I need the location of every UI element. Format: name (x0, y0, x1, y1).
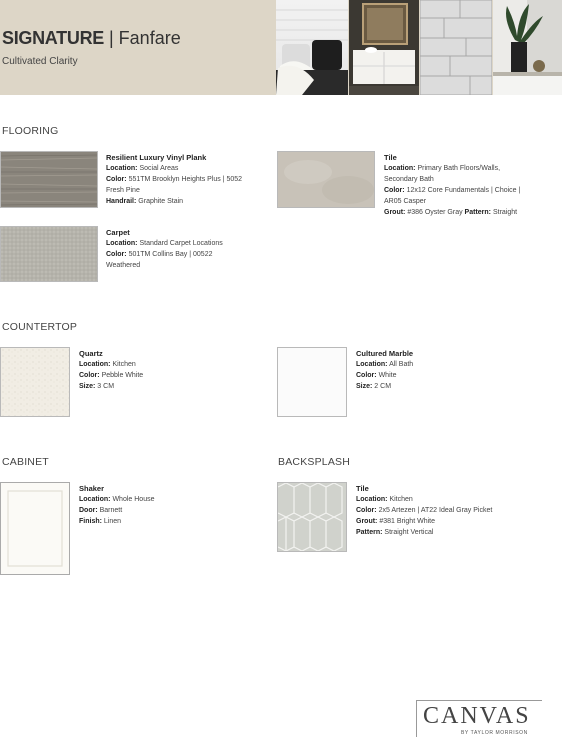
backsplash-tile-info (356, 483, 492, 538)
marble-size: Size: 2 CM (356, 383, 392, 390)
floor-tile-color: Color: 12x12 Core Fundamentals | Choice | (384, 187, 521, 194)
shaker-name: Shaker (79, 484, 105, 493)
vinyl-plank-color: Color: 551TM Brooklyn Heights Plus | 5052 (106, 176, 243, 183)
quartz-info (79, 348, 143, 392)
canvas-logo (416, 700, 542, 737)
shaker-info (79, 483, 154, 527)
floor-tile-swatch (277, 151, 375, 208)
vinyl-plank-swatch (0, 151, 98, 208)
shaker-door: Door: Barnett (79, 507, 123, 514)
floor-tile-info (384, 152, 520, 218)
title-separator: | (103, 28, 119, 48)
shaker-finish: Finish: Linen (79, 518, 122, 525)
vinyl-plank-location: Location: Social Areas (106, 165, 179, 172)
living-room-photo (276, 0, 348, 95)
backsplash-tile-swatch (277, 482, 347, 552)
quartz-swatch (0, 347, 70, 417)
quartz-color: Color: Pebble White (79, 372, 144, 379)
floor-tile-location-cont: Secondary Bath (384, 176, 434, 183)
backsplash-tile-grout: Grout: #381 Bright White (356, 518, 435, 525)
backsplash-tile-location: Location: Kitchen (356, 496, 413, 503)
header-banner (0, 0, 562, 95)
stone-wall-photo (420, 0, 492, 95)
canvas-logo-byline: BY TAYLOR MORRISON (461, 730, 528, 736)
marble-info (356, 348, 413, 392)
page-title (2, 28, 181, 49)
carpet-color: Color: 501TM Collins Bay | 00522 (106, 251, 213, 258)
collection-name: Fanfare (118, 28, 181, 48)
floor-tile-color-cont: AR05 Casper (384, 198, 427, 205)
vinyl-plank-handrail: Handrail: Graphite Stain (106, 198, 184, 205)
marble-swatch (277, 347, 347, 417)
marble-color: Color: White (356, 372, 397, 379)
quartz-name: Quartz (79, 349, 103, 358)
marble-name: Cultured Marble (356, 349, 414, 358)
section-title-flooring: FLOORING (2, 125, 59, 137)
marble-location: Location: All Bath (356, 361, 414, 368)
shaker-location: Location: Whole House (79, 496, 155, 503)
bathroom-vanity-photo (349, 0, 419, 95)
tagline: Cultivated Clarity (2, 56, 78, 67)
quartz-size: Size: 3 CM (79, 383, 115, 390)
carpet-name: Carpet (106, 228, 130, 237)
backsplash-tile-name: Tile (356, 484, 369, 493)
vinyl-plank-color-cont: Fresh Pine (106, 187, 140, 194)
section-title-cabinet: CABINET (2, 456, 49, 468)
carpet-location: Location: Standard Carpet Locations (106, 240, 223, 247)
shaker-cabinet-swatch (0, 482, 70, 575)
plant-decor-photo (493, 0, 562, 95)
vinyl-plank-info (106, 152, 242, 207)
quartz-location: Location: Kitchen (79, 361, 136, 368)
canvas-logo-word: CANVAS (423, 703, 531, 729)
vinyl-plank-name: Resilient Luxury Vinyl Plank (106, 153, 207, 162)
floor-tile-grout-pattern: Grout: #386 Oyster Gray Pattern: Straight (384, 209, 518, 216)
backsplash-tile-pattern: Pattern: Straight Vertical (356, 529, 434, 536)
carpet-swatch (0, 226, 98, 282)
backsplash-tile-color: Color: 2x5 Artezen | AT22 Ideal Gray Picket (356, 507, 493, 514)
carpet-color-cont: Weathered (106, 262, 141, 269)
carpet-info (106, 227, 223, 271)
section-title-backsplash: BACKSPLASH (278, 456, 351, 468)
floor-tile-location: Location: Primary Bath Floors/Walls, (384, 165, 501, 172)
section-title-countertop: COUNTERTOP (2, 321, 78, 333)
floor-tile-name: Tile (384, 153, 397, 162)
brand-name: SIGNATURE (2, 28, 104, 48)
